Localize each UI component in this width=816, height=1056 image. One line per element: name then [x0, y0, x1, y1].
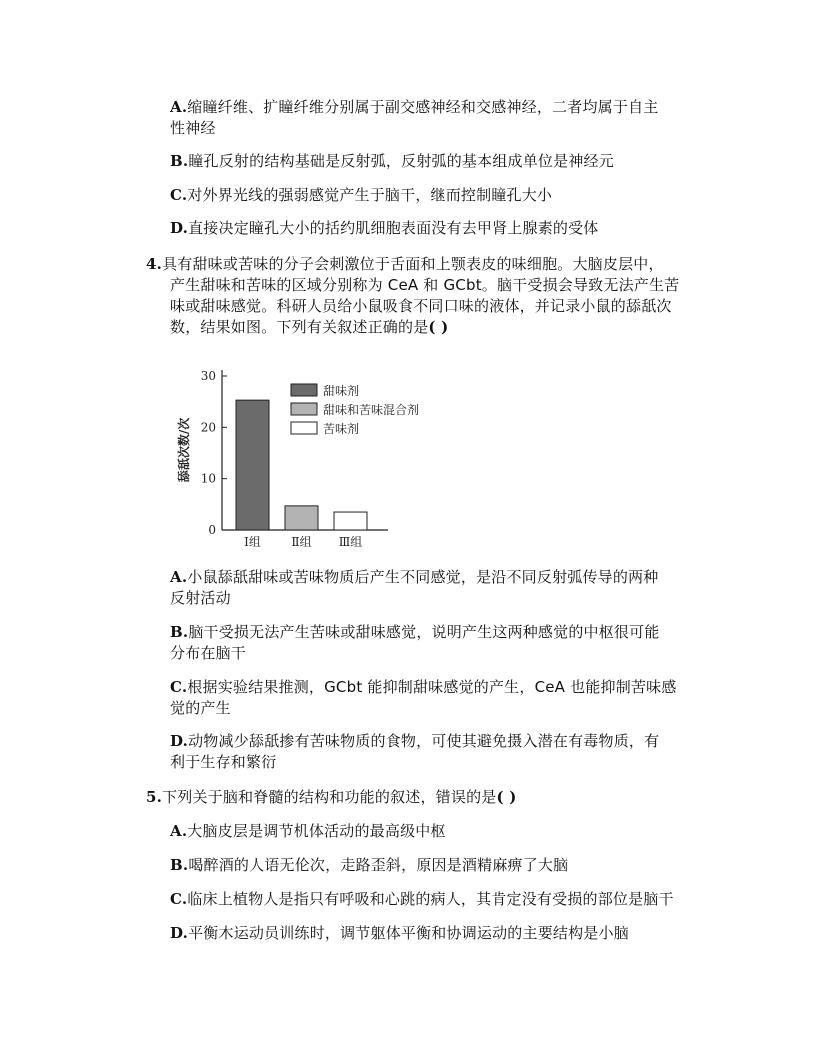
option-label: D.: [170, 219, 189, 237]
x-tick-label: Ⅲ组: [338, 535, 363, 549]
q5-stem: [146, 787, 706, 808]
bar: [285, 506, 318, 530]
y-tick-label: 10: [200, 471, 216, 486]
legend-label: 甜味剂: [323, 384, 360, 398]
licking-count-chart: [170, 360, 460, 555]
y-tick-label: 30: [200, 369, 216, 383]
option-text-line: 对外界光线的强弱感觉产生于脑干，继而控制瞳孔大小: [187, 186, 553, 204]
option-text-line: 性神经: [170, 119, 216, 137]
option-text-line: 喝醉酒的人语无伦次，走路歪斜，原因是酒精麻痹了大脑: [188, 856, 569, 874]
option-text-line: 临床上植物人是指只有呼吸和心跳的病人，其肯定没有受损的部位是脑干: [187, 890, 674, 908]
option-text-line: 平衡木运动员训练时，调节躯体平衡和协调运动的主要结构是小脑: [188, 924, 629, 942]
option-label: B.: [170, 856, 189, 874]
q4-option-a: [170, 567, 710, 609]
option-label: C.: [170, 890, 188, 908]
q4-option-c: [170, 677, 710, 719]
option-text-line: 大脑皮层是调节机体活动的最高级中枢: [187, 822, 446, 840]
stem-line: 味或甜味感觉。科研人员给小鼠吸食不同口味的液体，并记录小鼠的舔舐次: [170, 297, 672, 315]
option-text-line: 分布在脑干: [170, 644, 247, 662]
q5-option-c: [170, 889, 710, 910]
option-label: C.: [170, 186, 188, 204]
option-label: A.: [170, 568, 188, 586]
option-text-line: 直接决定瞳孔大小的括约肌细胞表面没有去甲肾上腺素的受体: [188, 219, 599, 237]
option-label: D.: [170, 732, 189, 750]
stem-line: 数，结果如图。下列有关叙述正确的是: [170, 318, 429, 336]
stem-line: 下列关于脑和脊髓的结构和功能的叙述，错误的是: [162, 788, 497, 806]
option-text-line: 觉的产生: [170, 699, 231, 717]
y-axis-label: 舔舐次数/次: [177, 417, 191, 483]
option-label: A.: [170, 822, 188, 840]
q3-option-a: [170, 97, 710, 139]
option-label: A.: [170, 98, 188, 116]
x-tick-label: Ⅱ组: [291, 535, 312, 549]
bar: [334, 512, 367, 530]
bar: [236, 400, 269, 530]
q4-option-b: [170, 622, 710, 664]
option-text-line: 利于生存和繁衍: [170, 753, 277, 771]
option-text-line: 瞳孔反射的结构基础是反射弧，反射弧的基本组成单位是神经元: [188, 152, 614, 170]
x-tick-label: Ⅰ组: [244, 535, 261, 549]
question-number: 4.: [146, 255, 163, 273]
legend-swatch: [291, 403, 317, 415]
question-number: 5.: [146, 788, 163, 806]
legend-swatch: [291, 384, 317, 396]
q3-option-d: [170, 218, 710, 239]
option-text-line: 反射活动: [170, 589, 231, 607]
stem-line: 具有甜味或苦味的分子会刺激位于舌面和上颚表皮的味细胞。大脑皮层中，: [162, 255, 664, 273]
option-text-line: 根据实验结果推测，GCbt 能抑制甜味感觉的产生，CeA 也能抑制苦味感: [187, 678, 677, 696]
y-tick-label: 20: [200, 420, 216, 435]
option-text-line: 缩瞳纤维、扩瞳纤维分别属于副交感神经和交感神经，二者均属于自主: [187, 98, 659, 116]
legend-label: 苦味剂: [323, 422, 360, 436]
q3-option-c: [170, 185, 710, 206]
y-tick-label: 0: [208, 523, 216, 537]
option-label: B.: [170, 623, 189, 641]
option-text-line: 动物减少舔舐掺有苦味物质的食物，可使其避免摄入潜在有毒物质，有: [188, 732, 660, 750]
q4-option-d: [170, 731, 710, 773]
legend-swatch: [291, 422, 317, 434]
answer-blank: ( ): [496, 788, 517, 806]
q5-option-d: [170, 923, 710, 944]
option-text-line: 小鼠舔舐甜味或苦味物质后产生不同感觉，是沿不同反射弧传导的两种: [187, 568, 659, 586]
option-text-line: 脑干受损无法产生苦味或甜味感觉，说明产生这两种感觉的中枢很可能: [188, 623, 660, 641]
option-label: B.: [170, 152, 189, 170]
option-label: C.: [170, 678, 188, 696]
stem-line: 产生甜味和苦味的区域分别称为 CeA 和 GCbt。脑干受损会导致无法产生苦: [170, 276, 680, 294]
answer-blank: ( ): [428, 318, 449, 336]
q4-stem: [146, 254, 706, 338]
q5-option-b: [170, 855, 710, 876]
option-label: D.: [170, 924, 189, 942]
q3-option-b: [170, 151, 710, 172]
q5-option-a: [170, 821, 710, 842]
legend-label: 甜味和苦味混合剂: [323, 403, 420, 417]
